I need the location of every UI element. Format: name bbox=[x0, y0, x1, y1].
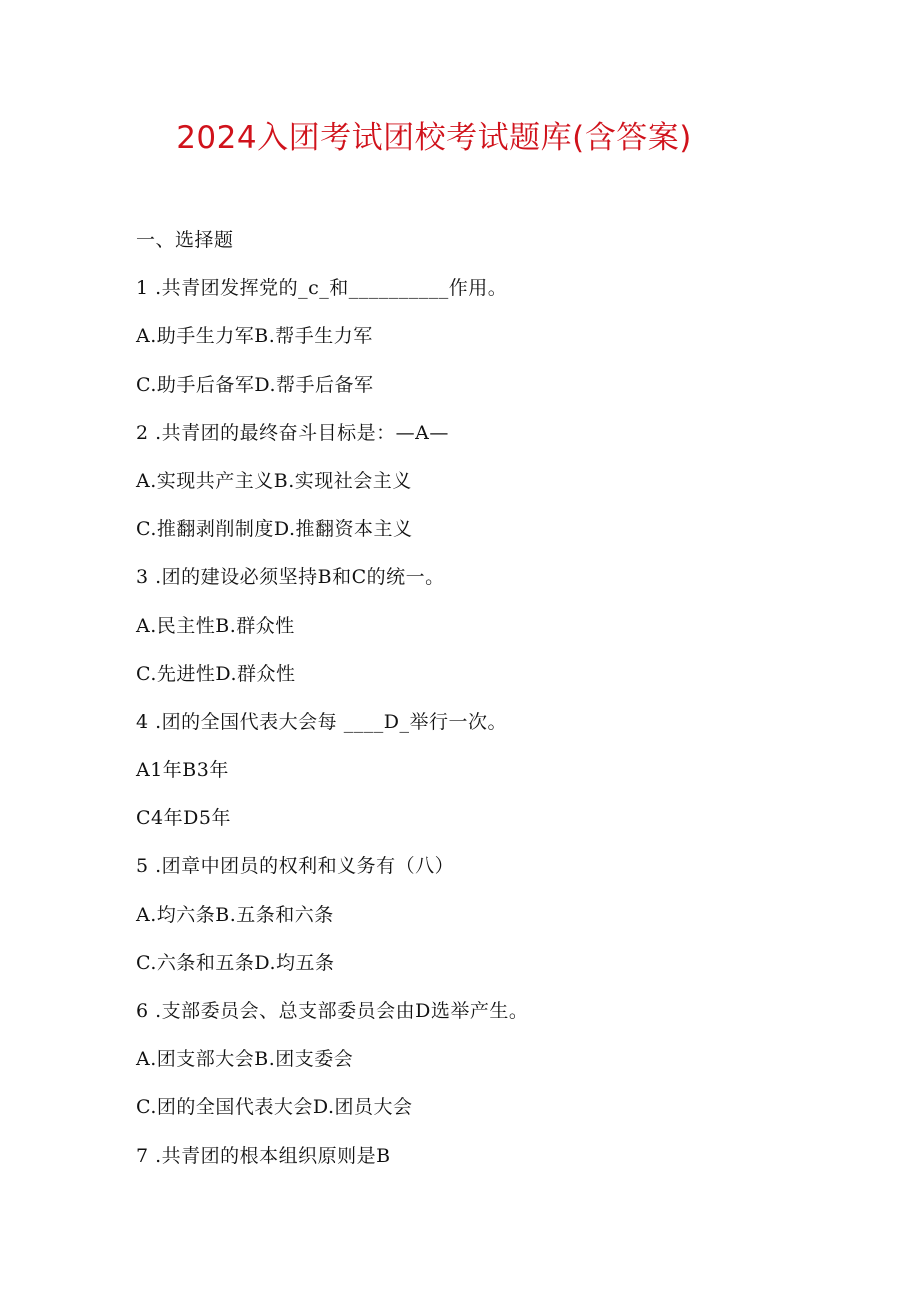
question-1-options-cd: C.助手后备军D.帮手后备军 bbox=[136, 373, 374, 396]
question-3-options-ab: A.民主性B.群众性 bbox=[136, 614, 295, 637]
question-2-options-cd: C.推翻剥削制度D.推翻资本主义 bbox=[136, 518, 413, 541]
question-3: 3 .团的建设必须坚持B和C的统一。 bbox=[136, 566, 445, 589]
question-6-options-cd: C.团的全国代表大会D.团员大会 bbox=[136, 1096, 413, 1119]
question-6: 6 .支部委员会、总支部委员会由D选举产生。 bbox=[136, 1000, 529, 1022]
question-2: 2 .共青团的最终奋斗目标是：—A— bbox=[136, 421, 449, 444]
question-6-options-ab: A.团支部大会B.团支委会 bbox=[136, 1048, 354, 1071]
question-5: 5 .团章中团员的权利和义务有（八） bbox=[136, 855, 455, 878]
question-3-options-cd: C.先进性D.群众性 bbox=[136, 662, 296, 685]
question-1-options-ab: A.助手生力军B.帮手生力军 bbox=[136, 325, 373, 348]
document-body bbox=[136, 224, 836, 1188]
question-5-options-ab: A.均六条B.五条和六条 bbox=[136, 903, 334, 926]
question-4-options-cd: C4年D5年 bbox=[136, 807, 231, 830]
document-title: 2024入团考试团校考试题库(含答案) bbox=[176, 120, 692, 156]
section-heading: 一、选择题 bbox=[136, 229, 234, 251]
question-2-options-ab: A.实现共产主义B.实现社会主义 bbox=[136, 469, 412, 492]
question-7: 7 .共青团的根本组织原则是B bbox=[136, 1144, 391, 1167]
question-4-options-ab: A1年B3年 bbox=[136, 759, 229, 782]
question-1: 1 .共青团发挥党的_c_和__________作用。 bbox=[136, 277, 508, 300]
question-5-options-cd: C.六条和五条D.均五条 bbox=[136, 951, 335, 974]
question-4: 4 .团的全国代表大会每 ____D_举行一次。 bbox=[136, 710, 507, 733]
